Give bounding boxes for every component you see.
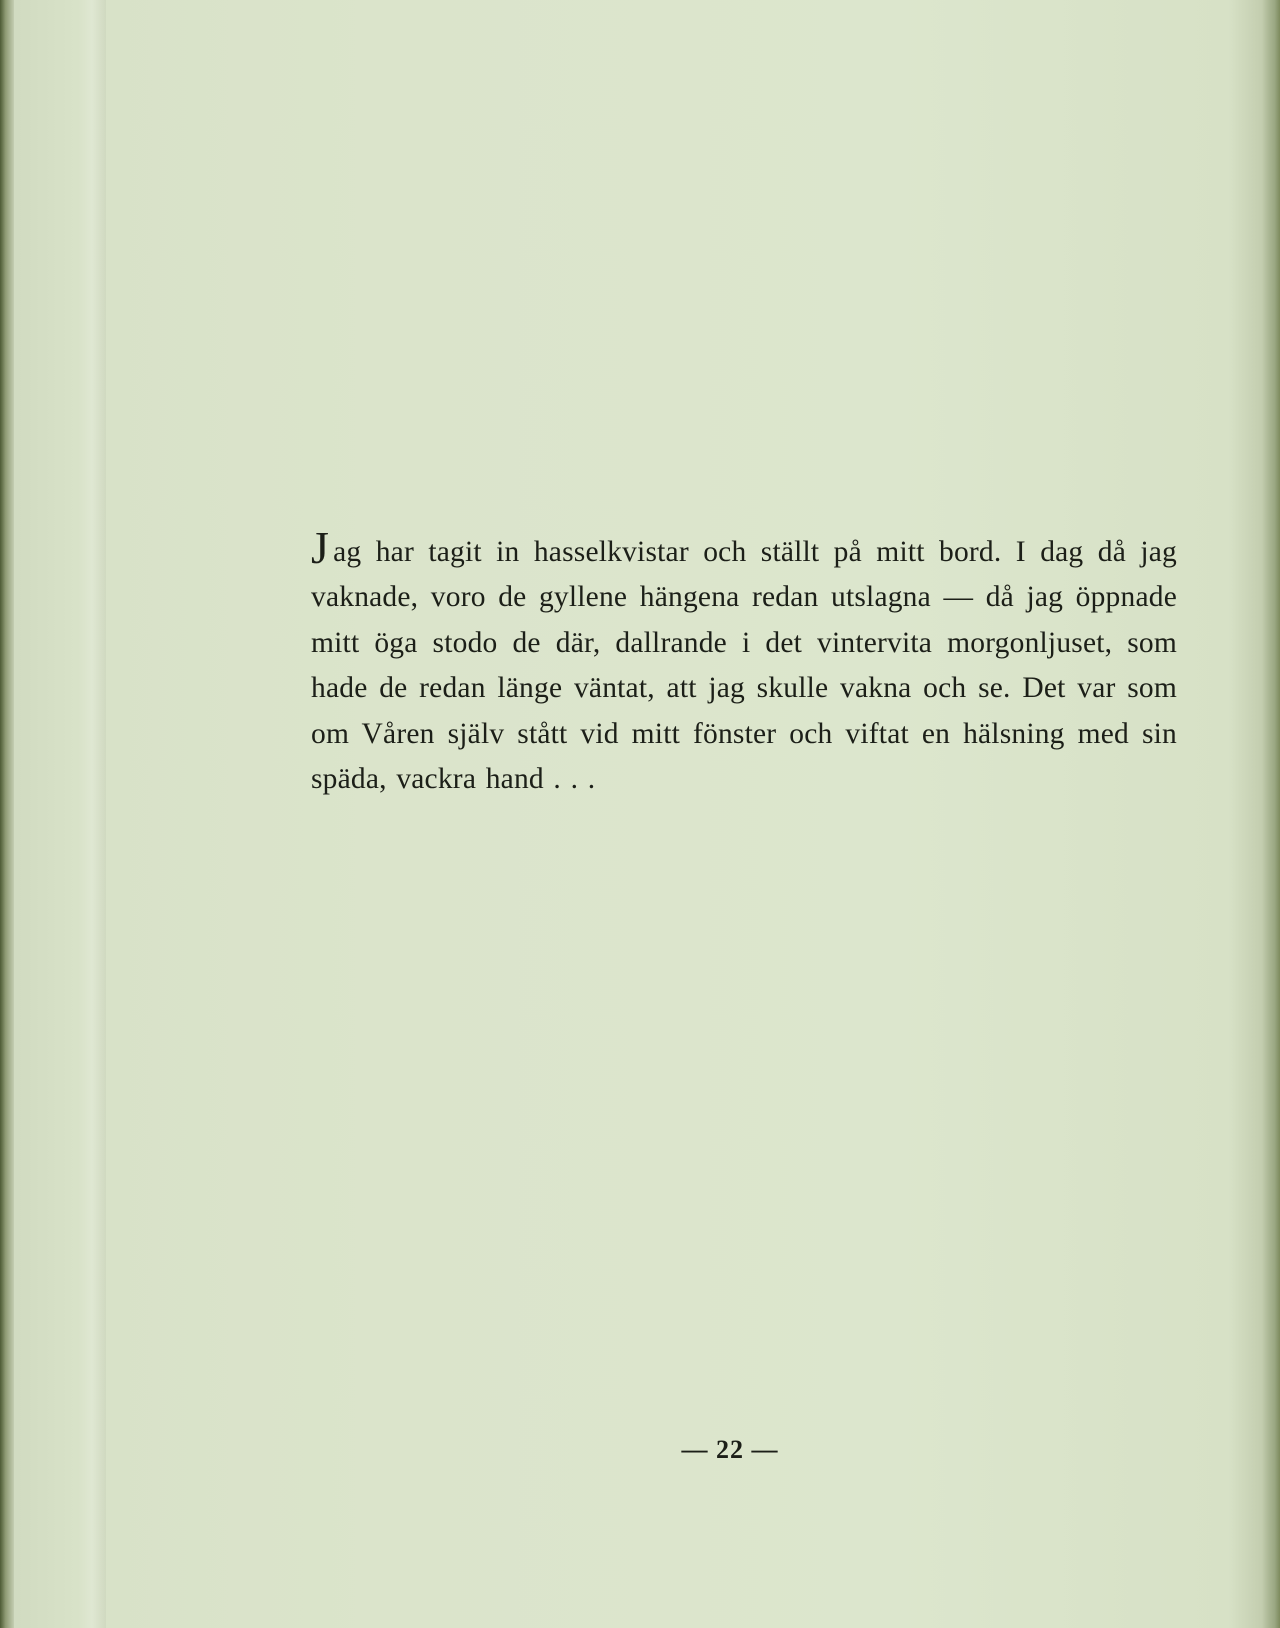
page-fold-shade <box>78 0 106 1628</box>
paragraph-text: ag har tagit in hasselkvistar och ställt på mitt bord. I dag då jag vaknade, voro de gyllene hängena redan utslagna — då jag öppnade mitt öga stodo de där, dallrande i det vintervita morgonljuset, som hade de redan länge väntat, att jag skulle vakna och se. Det var som om Våren själv stått vid mitt fönster och viftat en hälsning med sin späda, vackra hand . . . <box>311 535 1177 795</box>
body-paragraph <box>311 521 1177 803</box>
page-right-edge <box>1262 0 1280 1628</box>
page-number: — 22 — <box>681 1435 779 1464</box>
paragraph-initial-letter: J <box>311 521 330 573</box>
page-left-edge <box>0 0 14 1628</box>
